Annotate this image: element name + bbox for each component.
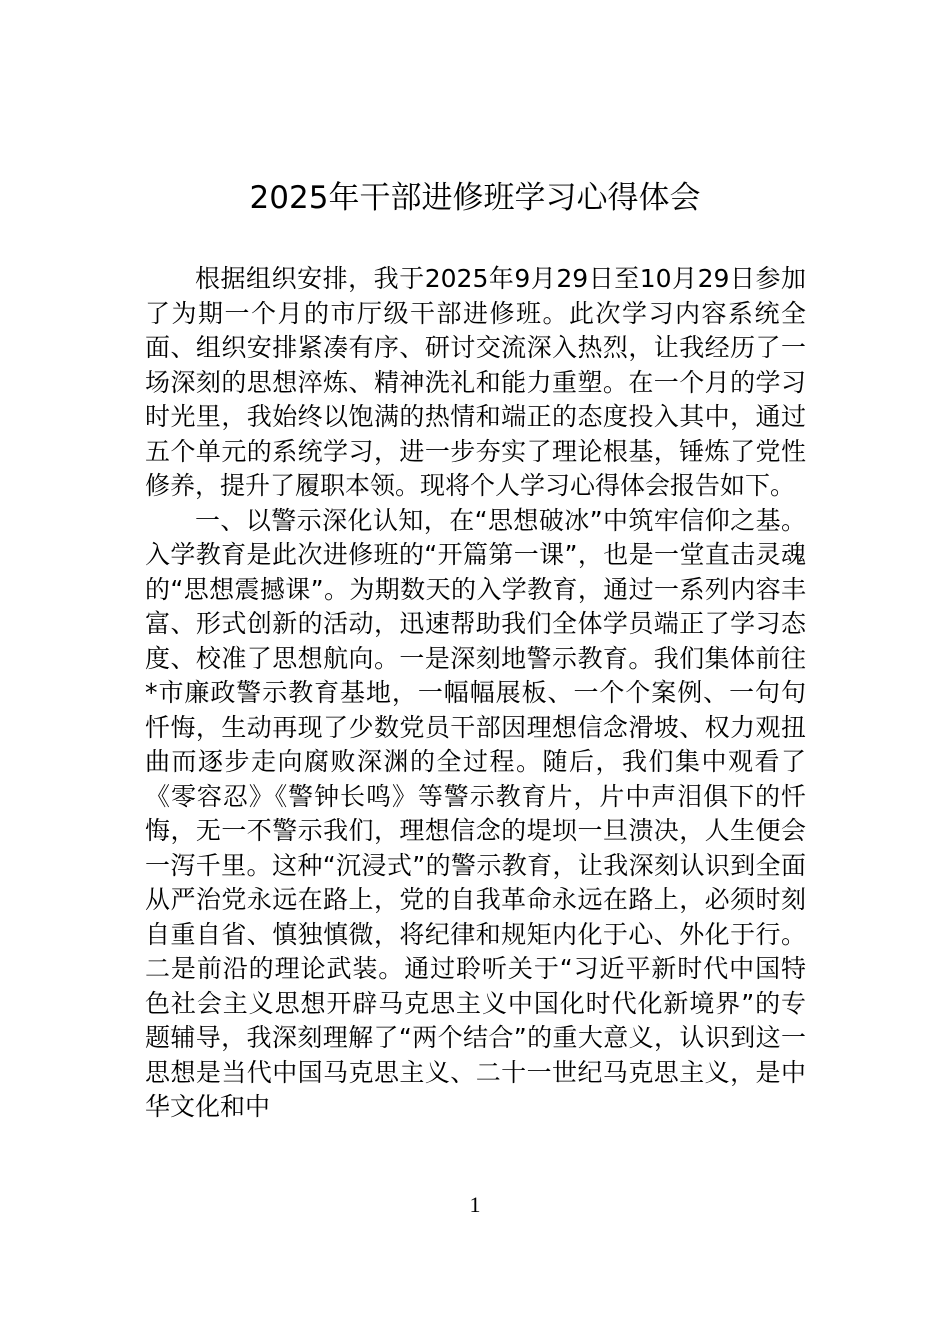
document-body [145, 262, 806, 1125]
paragraph-intro: 根据组织安排，我于2025年9月29日至10月29日参加了为期一个月的市厅级干部进修班。此次学习内容系统全面、组织安排紧凑有序、研讨交流深入热烈，让我经历了一场深刻的思想淬炼、精神洗礼和能力重塑。在一个月的学习时光里，我始终以饱满的热情和端正的态度投入其中，通过五个单元的系统学习，进一步夯实了理论根基，锤炼了党性修养，提升了履职本领。现将个人学习心得体会报告如下。 [145, 264, 806, 500]
page-number: 1 [469, 1192, 481, 1217]
paragraph-section-one: 一、以警示深化认知，在“思想破冰”中筑牢信仰之基。入学教育是此次进修班的“开篇第一课”，也是一堂直击灵魂的“思想震撼课”。为期数天的入学教育，通过一系列内容丰富、形式创新的活动，迅速帮助我们全体学员端正了学习态度、校准了思想航向。一是深刻地警示教育。我们集体前往*市廉政警示教育基地，一幅幅展板、一个个案例、一句句忏悔，生动再现了少数党员干部因理想信念滑坡、权力观扭曲而逐步走向腐败深渊的全过程。随后，我们集中观看了《零容忍》《警钟长鸣》等警示教育片，片中声泪俱下的忏悔，无一不警示我们，理想信念的堤坝一旦溃决，人生便会一泻千里。这种“沉浸式”的警示教育，让我深刻认识到全面从严治党永远在路上，党的自我革命永远在路上，必须时刻自重自省、慎独慎微，将纪律和规矩内化于心、外化于行。二是前沿的理论武装。通过聆听关于“习近平新时代中国特色社会主义思想开辟马克思主义中国化时代化新境界”的专题辅导，我深刻理解了“两个结合”的重大意义，认识到这一思想是当代中国马克思主义、二十一世纪马克思主义，是中华文化和中 [145, 505, 806, 1121]
document-title: 2025年干部进修班学习心得体会 [249, 180, 701, 216]
